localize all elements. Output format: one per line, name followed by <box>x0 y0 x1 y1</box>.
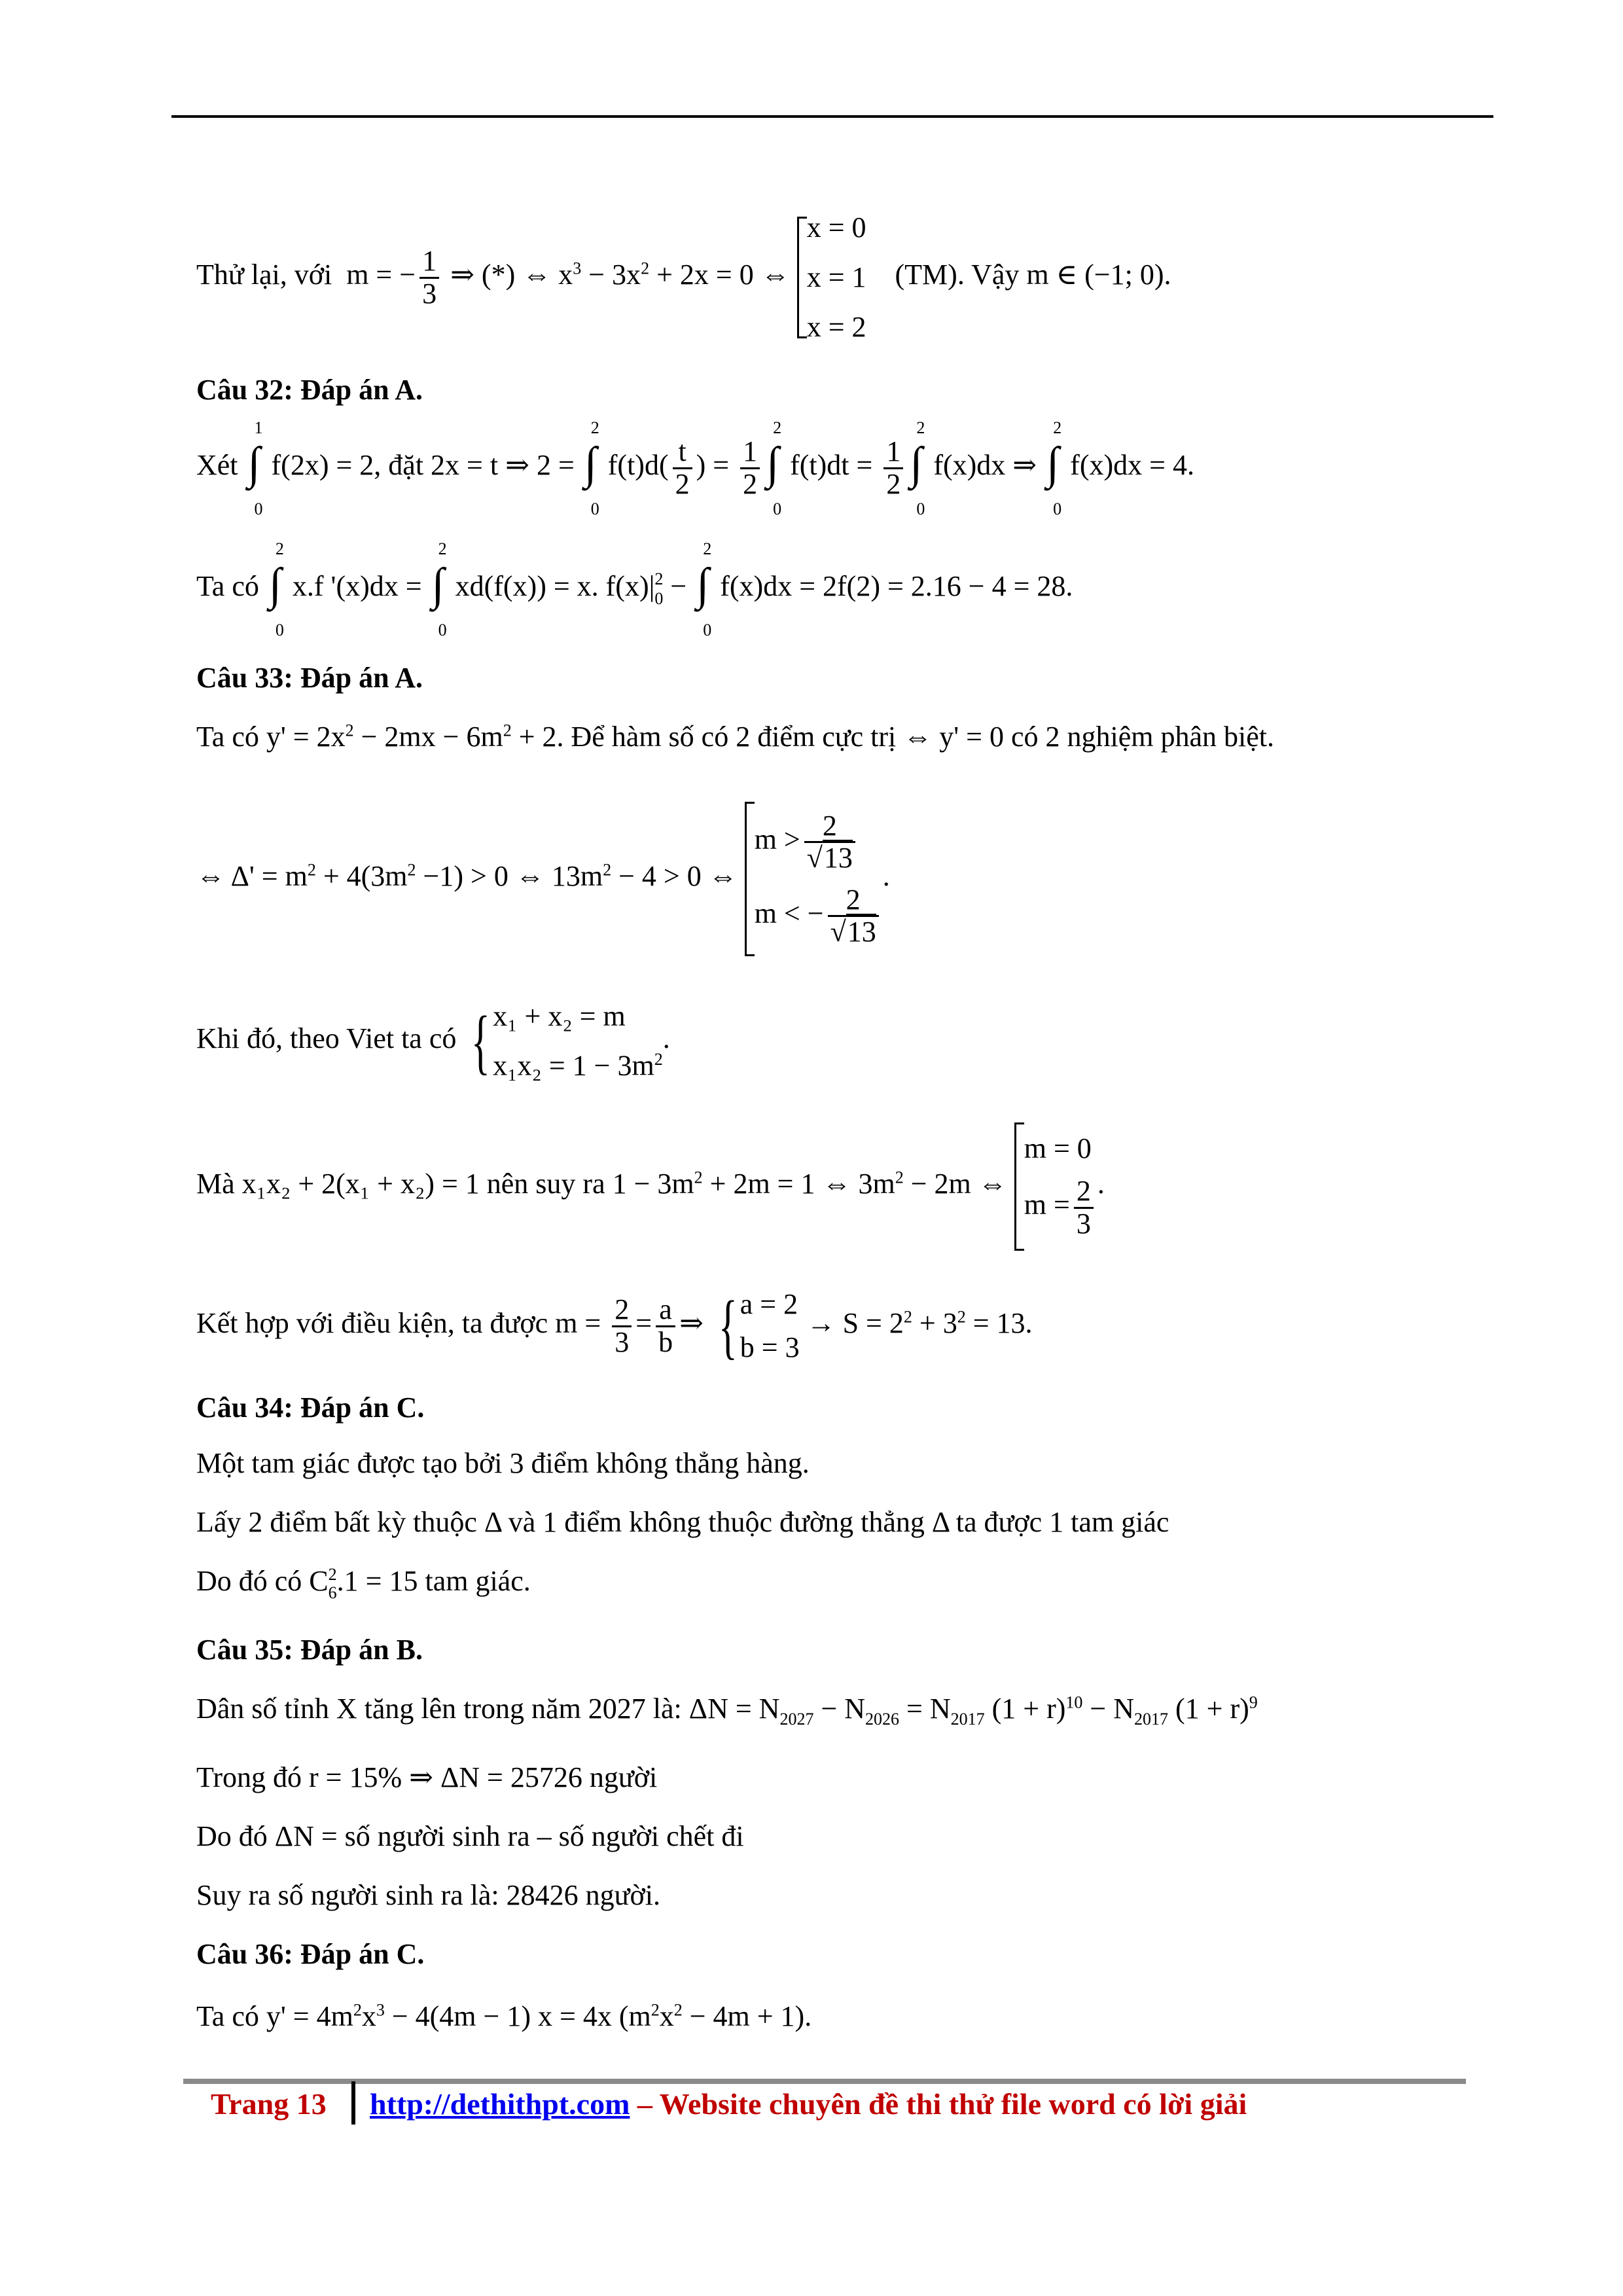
frac-denominator: 3 <box>615 1325 630 1358</box>
text: f(2x) = 2, đặt 2x = t ⇒ 2 = <box>271 449 575 482</box>
text: Mà x₁x₂ + 2(x₁ + x₂) = 1 nên suy ra 1 − 3m <box>196 1168 694 1200</box>
exponent: 2 <box>651 2000 660 2020</box>
text: m < − <box>754 897 824 929</box>
exponent: 2 <box>353 2000 362 2020</box>
case-list <box>1024 1134 1097 1238</box>
question-33-viet: Khi đó, theo Viet ta có { x₁ + x₂ = m $x_1x_2 = 1 - 3m^2$ . <box>196 995 670 1088</box>
system-list <box>493 995 663 1088</box>
frac-numerator: a <box>656 1295 675 1327</box>
upper-limit: 2 <box>590 418 599 437</box>
integral-sign: 2 ∫ 0 <box>268 539 284 639</box>
question-35-line-4: Suy ra số người sinh ra là: 28426 người. <box>196 1879 660 1911</box>
upper-limit: 1 <box>254 418 263 437</box>
upper-limit: 2 <box>773 418 782 437</box>
upper-limit: 2 <box>1053 418 1062 437</box>
term: − 3x <box>581 259 641 291</box>
frac-denominator: 2 <box>675 467 690 500</box>
system-brace: { <box>718 1286 738 1366</box>
question-32-heading: Câu 32: Đáp án A. <box>196 374 423 406</box>
frac-numerator: 1 <box>419 246 439 278</box>
text: f(x)dx = 4. <box>1070 449 1194 482</box>
fraction <box>656 1295 675 1357</box>
text: −1) > 0 ⇔ 13m <box>416 860 603 893</box>
upper-limit: 2 <box>916 418 925 437</box>
text: − 4(4m − 1) x = 4x (m <box>384 2000 651 2032</box>
text: − N <box>813 1693 866 1725</box>
fraction <box>883 437 903 499</box>
footer-tagline: – Website chuyên đề thi thử file word có lời giải <box>630 2087 1247 2121</box>
subscript: 2026 <box>865 1709 900 1729</box>
text: − 4m + 1). <box>682 2000 812 2032</box>
exponent: 3 <box>573 259 582 278</box>
exponent: 2 <box>903 1307 912 1327</box>
exponent: 2 <box>957 1307 966 1327</box>
question-33-heading: Câu 33: Đáp án A. <box>196 662 423 694</box>
frac-denominator: 2 <box>886 467 901 500</box>
text: − N <box>1082 1693 1134 1725</box>
header-rule <box>171 115 1493 118</box>
text: Ta có y' = 4m <box>196 2000 353 2032</box>
text: x.f '(x)dx = <box>292 570 422 603</box>
text: → S = 2 <box>806 1307 904 1340</box>
frac-denominator: 2 <box>743 467 758 500</box>
frac-numerator: 2 <box>804 811 855 843</box>
frac-numerator: 1 <box>883 437 903 469</box>
subscript: 6 <box>328 1583 337 1602</box>
integral-sign: 2 ∫ 0 <box>696 539 712 639</box>
text: f(t)d <box>607 449 659 482</box>
verification-line <box>196 203 1171 352</box>
lower-limit: 0 <box>590 499 599 518</box>
text: Khi đó, theo Viet ta có <box>196 1022 457 1054</box>
frac-denominator: √13 <box>828 917 879 947</box>
text: − <box>670 570 687 603</box>
question-33-line-2: ⇔ $\Delta' = m^2 + 4(3m^2 -1) > 0$ ⇔ $13m^2 - 4 > 0$ ⇔ m > $\frac{2}{√13}$ m < − $\frac{2}{√13}$ . <box>196 802 890 956</box>
text: Do đó có C <box>196 1565 329 1597</box>
term: + 2x = 0 ⇔ <box>649 259 790 291</box>
text: x₁x₂ = 1 − 3m <box>493 1049 654 1082</box>
verification-conclusion: (TM). Vậy m ∈ (−1; 0). <box>895 259 1171 291</box>
system-list <box>740 1283 800 1369</box>
exponent: 10 <box>1065 1693 1083 1712</box>
exponent: 2 <box>895 1168 904 1187</box>
question-32-line-2 <box>196 539 1073 639</box>
m-value: m = − <box>346 259 416 291</box>
integral-sign: 2 ∫ 0 <box>584 418 599 518</box>
lower-limit: 0 <box>773 499 782 518</box>
fraction <box>1074 1176 1094 1238</box>
system-item: x₁ + x₂ = m <box>493 1000 626 1032</box>
system-item: b = 3 <box>740 1331 800 1363</box>
text: + 3 <box>912 1307 957 1340</box>
lower-limit: 0 <box>916 499 925 518</box>
lower-limit: 0 <box>275 620 284 639</box>
text: = <box>635 1307 652 1340</box>
combination-index <box>329 1566 337 1602</box>
text: Ta có <box>196 570 259 603</box>
text: Kết hợp với điều kiện, ta được m = <box>196 1307 601 1340</box>
integral-sign: 2 ∫ 0 <box>910 418 925 518</box>
upper-limit: 2 <box>703 539 712 558</box>
integral-sign: 2 ∫ 0 <box>1046 418 1062 518</box>
case-item: x = 1 <box>806 261 866 293</box>
text: (1 + r) <box>984 1693 1066 1725</box>
text: = <box>713 449 730 482</box>
text: ⇒ <box>679 1307 704 1340</box>
fraction <box>612 1295 632 1357</box>
question-35-line-1 <box>196 1692 1258 1729</box>
case-item <box>1024 1176 1097 1238</box>
text: + 2m = 1 ⇔ 3m <box>702 1168 895 1200</box>
case-item <box>755 811 883 873</box>
frac-numerator: 2 <box>828 885 879 917</box>
text: .1 = 15 tam giác. <box>336 1565 531 1597</box>
integral-sign: 1 ∫ 0 <box>247 418 263 518</box>
exponent: 2 <box>503 721 512 740</box>
case-item <box>755 885 883 947</box>
text: ⇔ Δ' = m <box>196 860 308 893</box>
exponent: 2 <box>603 860 612 880</box>
fraction <box>419 246 439 308</box>
frac-denominator: 3 <box>422 277 437 310</box>
frac-numerator: t <box>673 437 692 469</box>
exponent: 3 <box>376 2000 385 2020</box>
verification-intro: Thử lại, với <box>196 259 332 291</box>
question-33-ma: Mà x₁x₂ + 2(x₁ + x₂) = 1 nên suy ra $1 - 3m^2 + 2m = 1$ ⇔ $3m^2 - 2m$ ⇔ m = 0 m = $\frac{2}{3}$ . <box>196 1122 1105 1251</box>
frac-denominator: √13 <box>804 843 855 873</box>
fraction <box>804 811 855 873</box>
system-item: a = 2 <box>740 1288 798 1320</box>
question-34-heading: Câu 34: Đáp án C. <box>196 1391 425 1424</box>
sqrt-radicand: 13 <box>823 840 853 874</box>
text: (1 + r) <box>1168 1693 1249 1725</box>
upper-limit: 2 <box>654 569 664 588</box>
system-brace: { <box>471 1001 491 1081</box>
text: + 4(3m <box>315 860 408 893</box>
lower-limit: 0 <box>438 620 447 639</box>
fraction <box>673 437 692 499</box>
text: − 2m ⇔ <box>903 1168 1007 1200</box>
text: + 2. Để hàm số có 2 điểm cực trị ⇔ y' = 0 có 2 nghiệm phân biệt. <box>511 721 1274 753</box>
exponent: 2 <box>673 2000 683 2020</box>
system-item <box>493 1038 663 1088</box>
upper-limit: 2 <box>275 539 284 558</box>
subscript: 2017 <box>1134 1709 1168 1729</box>
lower-limit: 0 <box>1053 499 1062 518</box>
question-35-line-2: Trong đó r = 15% ⇒ ΔN = 25726 người <box>196 1761 658 1793</box>
text: xd(f(x)) = x. f(x)| <box>455 570 655 603</box>
frac-denominator: b <box>658 1325 673 1358</box>
text: = 13. <box>965 1307 1033 1340</box>
exponent: 2 <box>328 1564 337 1584</box>
case-item: x = 2 <box>806 311 866 343</box>
exponent: 2 <box>694 1168 703 1187</box>
question-32-line-1: Xét 1 ∫ 0 f(2x) = 2, đặt 2x = t ⇒ 2 = 2 ∫ 0 f(t)d( $\frac{t}{2}$ ) = $\frac{1}{2}$ 2 ∫ 0 f(t)dt = $\frac{1}{2}$ 2 ∫ 0 f(x)dx ⇒ 2 ∫ 0 f(x)dx = 4. <box>196 418 1194 518</box>
text: m > <box>754 823 800 855</box>
text: Dân số tỉnh X tăng lên trong năm 2027 là: ΔN = N <box>196 1693 780 1725</box>
integral-sign: 2 ∫ 0 <box>766 418 782 518</box>
exponent: 2 <box>654 1050 663 1069</box>
question-36-heading: Câu 36: Đáp án C. <box>196 1938 425 1970</box>
question-35-line-3: Do đó ΔN = số người sinh ra – số người chết đi <box>196 1820 744 1852</box>
footer-divider <box>351 2081 355 2125</box>
case-bracket <box>745 802 755 956</box>
case-bracket <box>1014 1122 1024 1251</box>
text: Ta có y' = 2x <box>196 721 346 753</box>
website-link[interactable]: http://dethithpt.com <box>370 2087 630 2121</box>
text: f(x)dx ⇒ <box>933 449 1037 482</box>
text: − 4 > 0 ⇔ <box>611 860 738 893</box>
frac-denominator: 3 <box>1076 1207 1091 1240</box>
subscript: 2027 <box>779 1709 814 1729</box>
exponent: 2 <box>307 860 316 880</box>
question-33-line-1 <box>196 720 1274 755</box>
footer-rule <box>183 2079 1466 2084</box>
text: = N <box>899 1693 951 1725</box>
question-33-conclusion <box>196 1283 1033 1369</box>
exponent: 2 <box>345 721 354 740</box>
frac-numerator: 1 <box>740 437 760 469</box>
upper-limit: 2 <box>438 539 447 558</box>
question-36-line-1 <box>196 2000 812 2034</box>
footer-text <box>370 2087 1247 2121</box>
text: − 2mx − 6m <box>353 721 503 753</box>
exponent: 9 <box>1249 1693 1258 1712</box>
question-34-line-2: Lấy 2 điểm bất kỳ thuộc Δ và 1 điểm không thuộc đường thẳng Δ ta được 1 tam giác <box>196 1506 1169 1538</box>
case-item: x = 0 <box>806 211 866 243</box>
text: f(t)dt = <box>790 449 873 482</box>
fraction <box>740 437 760 499</box>
frac-numerator: 2 <box>612 1295 632 1327</box>
text: Xét <box>196 449 238 482</box>
question-35-heading: Câu 35: Đáp án B. <box>196 1634 423 1666</box>
frac-numerator: 2 <box>1074 1176 1094 1208</box>
text: x <box>659 2000 674 2032</box>
page-number: Trang 13 <box>211 2087 327 2121</box>
lower-limit: 0 <box>703 620 712 639</box>
exponent: 2 <box>407 860 416 880</box>
case-item: m = 0 <box>1024 1132 1092 1165</box>
text: m = <box>1024 1189 1070 1221</box>
subscript: 2017 <box>950 1709 985 1729</box>
lower-limit: 0 <box>254 499 263 518</box>
question-34-line-1: Một tam giác được tạo bởi 3 điểm không thẳng hàng. <box>196 1447 810 1479</box>
exponent: 2 <box>641 259 650 278</box>
lower-limit: 0 <box>654 589 664 608</box>
integral-sign: 2 ∫ 0 <box>431 539 447 639</box>
case-list <box>807 203 866 352</box>
text: x <box>361 2000 376 2032</box>
question-34-line-3 <box>196 1564 531 1602</box>
text: f(x)dx = 2f(2) = 2.16 − 4 = 28. <box>720 570 1073 603</box>
case-list <box>755 811 883 948</box>
case-bracket <box>797 217 807 338</box>
eval-limits <box>654 569 663 609</box>
implication: ⇒ (*) ⇔ x <box>450 259 573 291</box>
fraction <box>828 885 879 947</box>
sqrt-radicand: 13 <box>846 914 876 948</box>
